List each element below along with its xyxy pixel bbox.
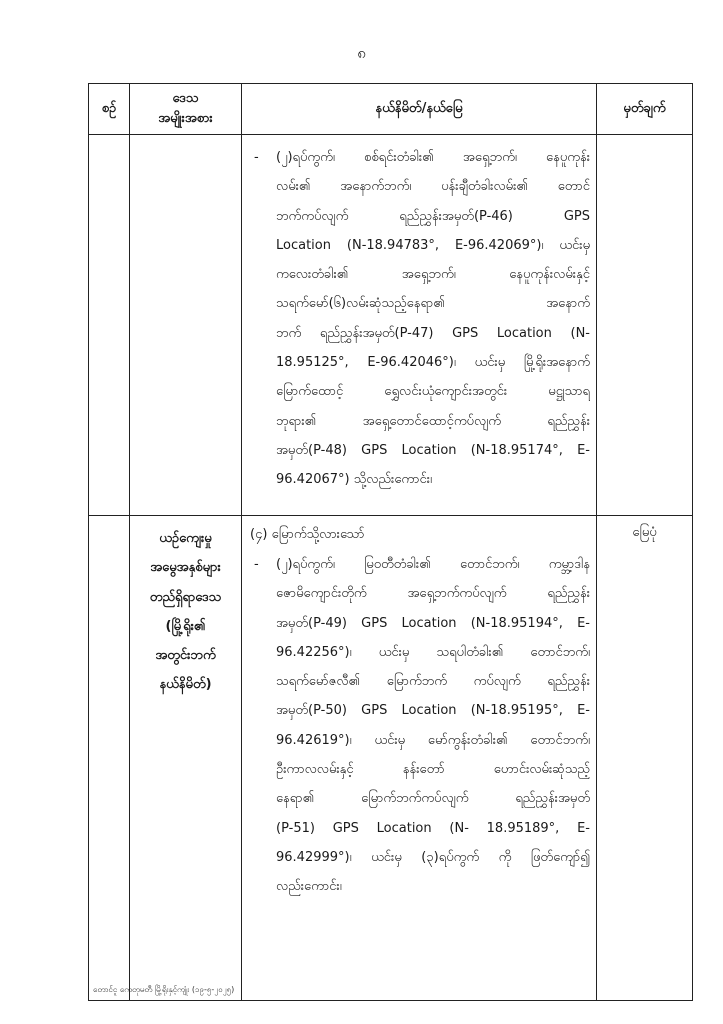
text-line: သရက်မော်(၆)လမ်းဆုံသည့်နေရာ၏ အနောက် xyxy=(276,296,590,312)
text-line: ဘက်ကပ်လျက် ရည်ညွှန်းအမှတ်(P-46) GPS xyxy=(276,208,590,224)
row2-description xyxy=(276,550,590,902)
area-type-line: နယ်နိမိတ်) xyxy=(159,677,212,693)
text-line: 96.42999°)၊ ယင်းမှ (၃)ရပ်ကွက် ကို ဖြတ်ကျော်၍ xyxy=(276,849,590,865)
row1-no xyxy=(89,135,130,516)
row1-area-type xyxy=(130,135,242,516)
row1-description xyxy=(276,143,590,495)
text-line: Location (N-18.94783°, E-96.42069°)၊ ယင်းမှ xyxy=(276,237,590,253)
text-line: 96.42256°)၊ ယင်းမှ သရပါတံခါး၏ တောင်ဘက်၊ xyxy=(276,644,590,660)
text-line: 96.42067°) သို့လည်းကောင်း၊ xyxy=(276,472,433,488)
row2-boundary xyxy=(242,516,597,1001)
header-remarks: မှတ်ချက် xyxy=(597,84,693,135)
text-line: လမ်း၏ အနောက်ဘက်၊ ပန်းချီတံခါးလမ်း၏ တောင် xyxy=(276,179,590,195)
header-no: စဉ် xyxy=(89,84,130,135)
row2-remarks xyxy=(597,516,693,1001)
text-line: အမှတ်(P-48) GPS Location (N-18.95174°, E- xyxy=(276,442,590,458)
page-number: ၈ xyxy=(357,44,366,62)
text-line: သရက်မော်ဇလီ၏ မြောက်ဘက် ကပ်လျက် ရည်ညွှန်း xyxy=(276,674,590,690)
header-boundary: နယ်နိမိတ်/နယ်မြေ xyxy=(242,84,597,135)
remark-map: မြေပုံ xyxy=(632,525,657,540)
table-header-row xyxy=(89,84,693,135)
section-title-north: (၄) မြောက်သို့လားသော် xyxy=(250,527,365,542)
table-row xyxy=(89,135,693,516)
area-type-line: ယဉ်ကျေးမှု xyxy=(159,531,212,546)
row2-no xyxy=(89,516,130,1001)
boundary-table xyxy=(88,83,693,1001)
row1-remarks xyxy=(597,135,693,516)
dash-bullet: - xyxy=(254,150,259,165)
area-type-line: အမွေအနှစ်များ xyxy=(150,560,221,576)
text-line: ဘက် ရည်ညွှန်းအမှတ်(P-47) GPS Location (N- xyxy=(276,325,590,341)
row1-boundary xyxy=(242,135,597,516)
text-line: အမှတ်(P-49) GPS Location (N-18.95194°, E- xyxy=(276,615,590,631)
row2-area-type xyxy=(130,516,242,1001)
header-area-type: ဒေသ အမျိုးအစား xyxy=(130,84,242,135)
text-line: အမှတ်(P-50) GPS Location (N-18.95195°, E- xyxy=(276,703,590,719)
text-line: နေရာ၏ မြောက်ဘက်ကပ်လျက် ရည်ညွှန်းအမှတ် xyxy=(276,791,590,807)
text-line: မြောက်ထောင့် ရွှေလင်းယုံကျောင်းအတွင်း မဋ္ဌုသာရ xyxy=(276,384,590,400)
text-line: (၂)ရပ်ကွက်၊ မြဝတီတံခါး၏ တောင်ဘက်၊ ကမ္ဘာ့ဒါန xyxy=(276,557,590,572)
dash-bullet: - xyxy=(254,557,259,572)
text-line: ဘုရား၏ အရှေ့တောင်ထောင့်ကပ်လျက် ရည်ညွှန်း xyxy=(276,413,590,429)
text-line: ဇောမိကျောင်းတိုက် အရှေ့ဘက်ကပ်လျက် ရည်ညွှန်း xyxy=(276,586,590,602)
footer-note: တောင်ငူ ကေတုမတီ မြို့ရိုးနှင့်ကျုံး (၁၉-၅-၂၀၂၅) xyxy=(93,985,235,994)
text-line: (၂)ရပ်ကွက်၊ စစ်ရင်းတံခါး၏ အရှေ့ဘက်၊ နေပူကုန်း xyxy=(276,150,590,165)
area-type-line: အတွင်းဘက် xyxy=(155,648,216,664)
area-type-label xyxy=(130,516,241,700)
text-line: ဦးကာလလမ်းနှင့် နန်းတော် ဟောင်းလမ်းဆုံသည့် xyxy=(276,762,590,778)
area-type-line: တည်ရှိရာဒေသ xyxy=(149,589,222,605)
text-line: ကလေးတံခါး၏ အရှေ့ဘက်၊ နေပူကုန်းလမ်းနှင့် xyxy=(276,267,590,283)
text-line: လည်းကောင်း၊ xyxy=(276,879,342,895)
text-line: (P-51) GPS Location (N- 18.95189°, E- xyxy=(276,820,590,836)
text-line: 18.95125°, E-96.42046°)၊ ယင်းမှ မြို့ရိုးအနောက် xyxy=(276,355,590,371)
area-type-line: (မြို့ရိုး၏ xyxy=(165,618,206,634)
text-line: 96.42619°)၊ ယင်းမှ မော်ကွန်းတံခါး၏ တောင်ဘက်၊ xyxy=(276,732,590,748)
table-row xyxy=(89,516,693,1001)
